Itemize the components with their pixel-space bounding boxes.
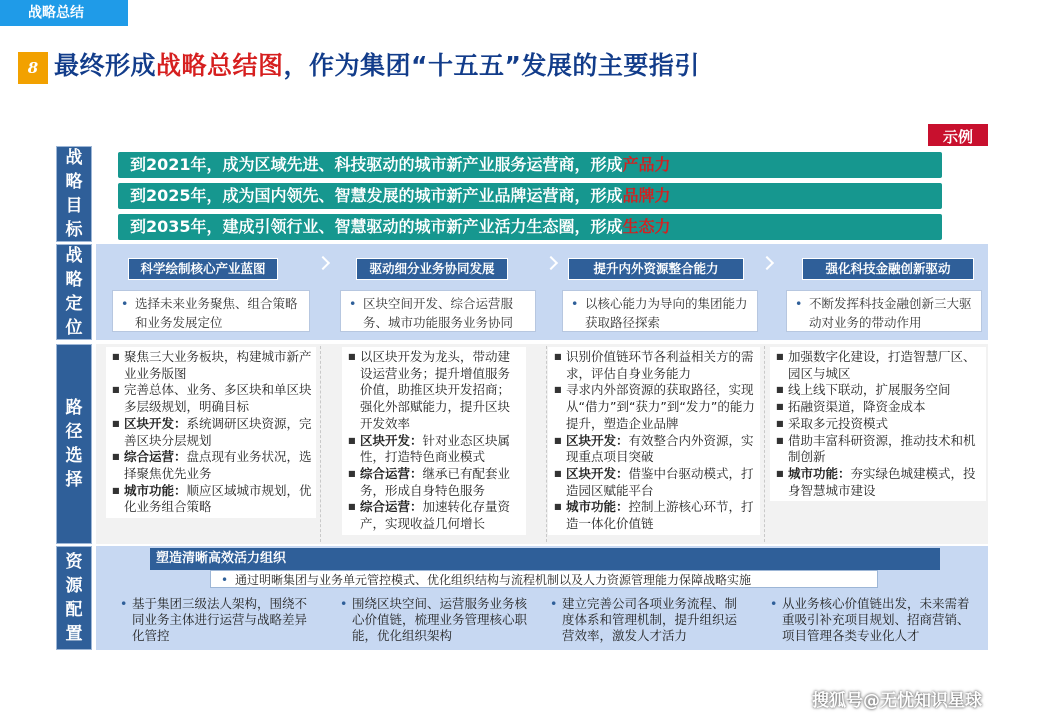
list-item: ■ 城市功能：夯实绿色城建模式，投身智慧城市建设: [776, 466, 982, 499]
row-label-paths: 路径选择: [56, 344, 92, 544]
title-part1: 最终形成: [54, 51, 157, 80]
list-item: ■ 聚焦三大业务板块，构建城市新产业业务版图: [112, 349, 312, 382]
row-label-positioning: 战略定位: [56, 244, 92, 340]
positioning-body-4: • 不断发挥科技金融创新三大驱动对业务的带动作用: [786, 290, 982, 332]
resources-head: 塑造清晰高效活力组织: [150, 548, 940, 570]
resources-column-3: • 建立完善公司各项业务流程、制度体系和管理机制，提升组织运营效率，激发人才活力: [548, 596, 748, 644]
page-title: [54, 46, 700, 86]
list-item: ■ 区块开发：针对业态区块属性，打造特色商业模式: [348, 433, 522, 466]
divider: [546, 346, 547, 542]
list-item: ■ 加强数字化建设，打造智慧厂区、园区与城区: [776, 349, 982, 382]
goal-2035: 到2035年，建成引领行业、智慧驱动的城市新产业活力生态圈，形成生态力: [118, 214, 942, 240]
list-item: ■ 区块开发：系统调研区块资源，完善区块分层规划: [112, 416, 312, 449]
list-item: ■ 城市功能：控制上游核心环节，打造一体化价值链: [554, 499, 756, 532]
title-highlight: 战略总结图: [156, 51, 284, 80]
goal-2021: 到2021年，成为区域先进、科技驱动的城市新产业服务运营商，形成产品力: [118, 152, 942, 178]
resources-sub: • 通过明晰集团与业务单元管控模式、优化组织结构与流程机制以及人力资源管理能力保障战略实施: [210, 570, 878, 588]
resources-column-2: • 围绕区块空间、运营服务业务核心价值链，梳理业务管理核心职能，优化组织架构: [338, 596, 534, 644]
list-item: ■ 综合运营：继承已有配套业务，形成自身特色服务: [348, 466, 522, 499]
goal-2025: 到2025年，成为国内领先、智慧发展的城市新产业品牌运营商，形成品牌力: [118, 183, 942, 209]
path-column-2: [342, 347, 526, 535]
positioning-body-3: • 以核心能力为导向的集团能力获取路径探索: [562, 290, 758, 332]
positioning-head-4: 强化科技金融创新驱动: [802, 258, 974, 280]
list-item: ■ 以区块开发为龙头，带动建设运营业务；提升增值服务价值，助推区块开发招商；强化外部赋能力，提升区块开发效率: [348, 349, 522, 433]
resources-column-1: • 基于集团三级法人架构，围绕不同业务主体进行运营与战略差异化管控: [118, 596, 314, 644]
list-item: ■ 借助丰富科研资源，推动技术和机制创新: [776, 433, 982, 466]
slide-number: 8: [18, 52, 48, 84]
positioning-body-2: • 区块空间开发、综合运营服务、城市功能服务业务协同: [340, 290, 536, 332]
watermark: 搜狐号@无忧知识星球: [812, 691, 982, 711]
list-item: ■ 线上线下联动，扩展服务空间: [776, 382, 982, 399]
section-tag: 战略总结: [0, 0, 128, 26]
path-column-4: [770, 347, 986, 501]
list-item: ■ 识别价值链环节各利益相关方的需求，评估自身业务能力: [554, 349, 756, 382]
example-badge: 示例: [928, 124, 988, 150]
list-item: ■ 综合运营：盘点现有业务状况，选择聚焦优先业务: [112, 449, 312, 482]
row-label-goals: 战略目标: [56, 146, 92, 242]
title-part2: ，作为集团“十五五”发展的主要指引: [283, 51, 700, 80]
path-column-1: [106, 347, 316, 518]
list-item: ■ 采取多元投资模式: [776, 416, 982, 433]
list-item: ■ 城市功能：顺应区域城市规划，优化业务组合策略: [112, 483, 312, 516]
path-column-3: [548, 347, 760, 535]
list-item: ■ 区块开发：借鉴中台驱动模式，打造园区赋能平台: [554, 466, 756, 499]
positioning-body-1: • 选择未来业务聚焦、组合策略和业务发展定位: [112, 290, 310, 332]
list-item: ■ 拓融资渠道，降资金成本: [776, 399, 982, 416]
positioning-head-1: 科学绘制核心产业蓝图: [128, 258, 278, 280]
row-label-resources: 资源配置: [56, 546, 92, 650]
list-item: ■ 区块开发：有效整合内外资源，实现重点项目突破: [554, 433, 756, 466]
positioning-head-3: 提升内外资源整合能力: [568, 258, 744, 280]
list-item: ■ 完善总体、业务、多区块和单区块多层级规划，明确目标: [112, 382, 312, 415]
list-item: ■ 综合运营：加速转化存量资产，实现收益几何增长: [348, 499, 522, 532]
divider: [320, 346, 321, 542]
divider: [764, 346, 765, 542]
positioning-head-2: 驱动细分业务协同发展: [356, 258, 508, 280]
resources-column-4: • 从业务核心价值链出发，未来需着重吸引补充项目规划、招商营销、项目管理各类专业化人才: [768, 596, 972, 644]
list-item: ■ 寻求内外部资源的获取路径，实现从“借力”到“获力”到“发力”的能力提升，塑造企业品牌: [554, 382, 756, 432]
